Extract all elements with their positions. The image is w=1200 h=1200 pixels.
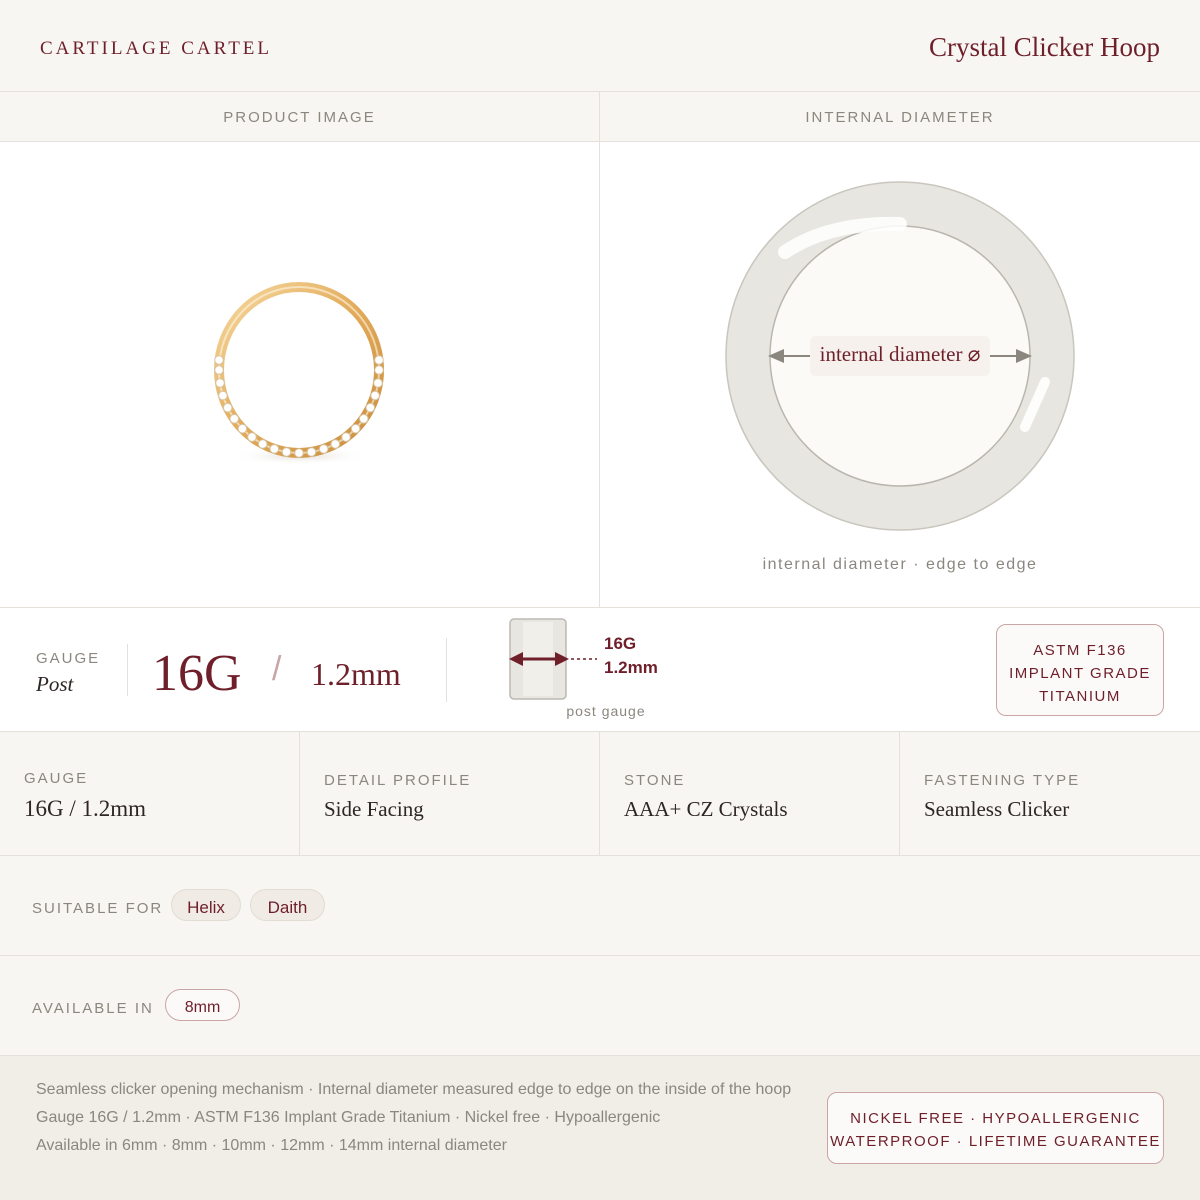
- footer: [0, 1056, 1200, 1200]
- crystal-stone: [215, 366, 224, 375]
- footer-line-2: Gauge 16G / 1.2mm · ASTM F136 Implant Grade Titanium · Nickel free · Hypoallergenic: [36, 1109, 661, 1126]
- guarantee-badge: [827, 1092, 1164, 1164]
- spec-label: STONE: [624, 772, 686, 789]
- crystal-stone: [351, 424, 360, 433]
- spec-value: AAA+ CZ Crystals: [624, 797, 788, 821]
- crystal-stone: [331, 440, 340, 449]
- diameter-annotation: internal diameter ⌀: [819, 342, 981, 366]
- guarantee-line-1: NICKEL FREE · HYPOALLERGENIC: [850, 1110, 1141, 1127]
- spec-label: DETAIL PROFILE: [324, 772, 472, 789]
- material-badge: [996, 624, 1164, 716]
- spec-value: Side Facing: [324, 797, 424, 821]
- product-title: Crystal Clicker Hoop: [929, 32, 1160, 62]
- gauge-strip-sublabel: Post: [36, 672, 74, 696]
- crystal-stone: [230, 415, 239, 424]
- post-gauge-value: 16G: [604, 634, 637, 653]
- gauge-strip: [0, 608, 1200, 732]
- product-image[interactable]: [0, 142, 599, 608]
- size-option-8mm[interactable]: 8mm: [165, 989, 240, 1021]
- divider-right: [446, 638, 447, 702]
- crystal-stone: [238, 424, 247, 433]
- divider-left: [127, 644, 128, 696]
- crystal-stone: [223, 403, 232, 412]
- product-image-heading: PRODUCT IMAGE: [0, 92, 599, 142]
- gauge-value: 16G: [152, 645, 242, 702]
- crystal-stone: [248, 433, 257, 442]
- available-in-row: [0, 956, 1200, 1056]
- brand-logo[interactable]: CARTILAGE CARTEL: [40, 38, 273, 59]
- crystal-stone: [342, 433, 351, 442]
- spec-detail-profile: [300, 732, 600, 856]
- material-badge-line-2: IMPLANT GRADE: [1009, 665, 1151, 682]
- spec-stone: [600, 732, 900, 856]
- post-gauge-caption: post gauge: [566, 703, 646, 719]
- spec-label: FASTENING TYPE: [924, 772, 1081, 789]
- guarantee-line-2: WATERPROOF · LIFETIME GUARANTEE: [830, 1133, 1161, 1150]
- crystal-stone: [258, 440, 267, 449]
- post-gauge-mm: 1.2mm: [604, 658, 658, 677]
- header: [0, 0, 1200, 92]
- crystal-stone: [319, 445, 328, 454]
- gauge-strip-label: GAUGE: [36, 650, 101, 667]
- diameter-diagram: [600, 142, 1200, 608]
- material-badge-line-3: TITANIUM: [1039, 688, 1121, 705]
- crystal-stone: [359, 415, 368, 424]
- material-badge-line-1: ASTM F136: [1033, 642, 1127, 659]
- crystal-stone: [375, 366, 384, 375]
- crystal-stone: [216, 379, 225, 388]
- internal-diameter-panel: [600, 142, 1200, 608]
- gauge-separator: /: [272, 650, 282, 688]
- chip-helix[interactable]: Helix: [171, 889, 241, 921]
- spec-row: [0, 732, 1200, 856]
- diameter-caption: internal diameter · edge to edge: [762, 556, 1038, 573]
- available-in-label: AVAILABLE IN: [32, 1000, 154, 1017]
- suitable-for-row: [0, 856, 1200, 956]
- crystal-stone: [375, 356, 384, 365]
- footer-line-3: Available in 6mm · 8mm · 10mm · 12mm · 14mm internal diameter: [36, 1137, 507, 1154]
- crystal-stone: [270, 445, 279, 454]
- footer-line-1: Seamless clicker opening mechanism · Internal diameter measured edge to edge on the inside of the hoop: [36, 1081, 792, 1098]
- spec-label: GAUGE: [24, 770, 89, 787]
- gauge-mm-value: 1.2mm: [311, 656, 401, 692]
- crystal-stone: [215, 356, 224, 365]
- crystal-pave: [215, 356, 384, 458]
- crystal-stone: [282, 448, 291, 457]
- crystal-stone: [374, 379, 383, 388]
- spec-value: 16G / 1.2mm: [24, 796, 147, 821]
- crystal-stone: [366, 403, 375, 412]
- footer-notes: [36, 1076, 796, 1160]
- crystal-stone: [295, 449, 304, 458]
- internal-diameter-heading: INTERNAL DIAMETER: [600, 92, 1200, 142]
- product-image-panel: [0, 142, 599, 608]
- spec-gauge: [0, 732, 300, 856]
- spec-fastening-type: [900, 732, 1200, 856]
- suitable-for-label: SUITABLE FOR: [32, 900, 164, 917]
- crystal-stone: [307, 448, 316, 457]
- crystal-stone: [371, 391, 380, 400]
- crystal-stone: [219, 391, 228, 400]
- chip-daith[interactable]: Daith: [250, 889, 325, 921]
- spec-value: Seamless Clicker: [924, 797, 1070, 821]
